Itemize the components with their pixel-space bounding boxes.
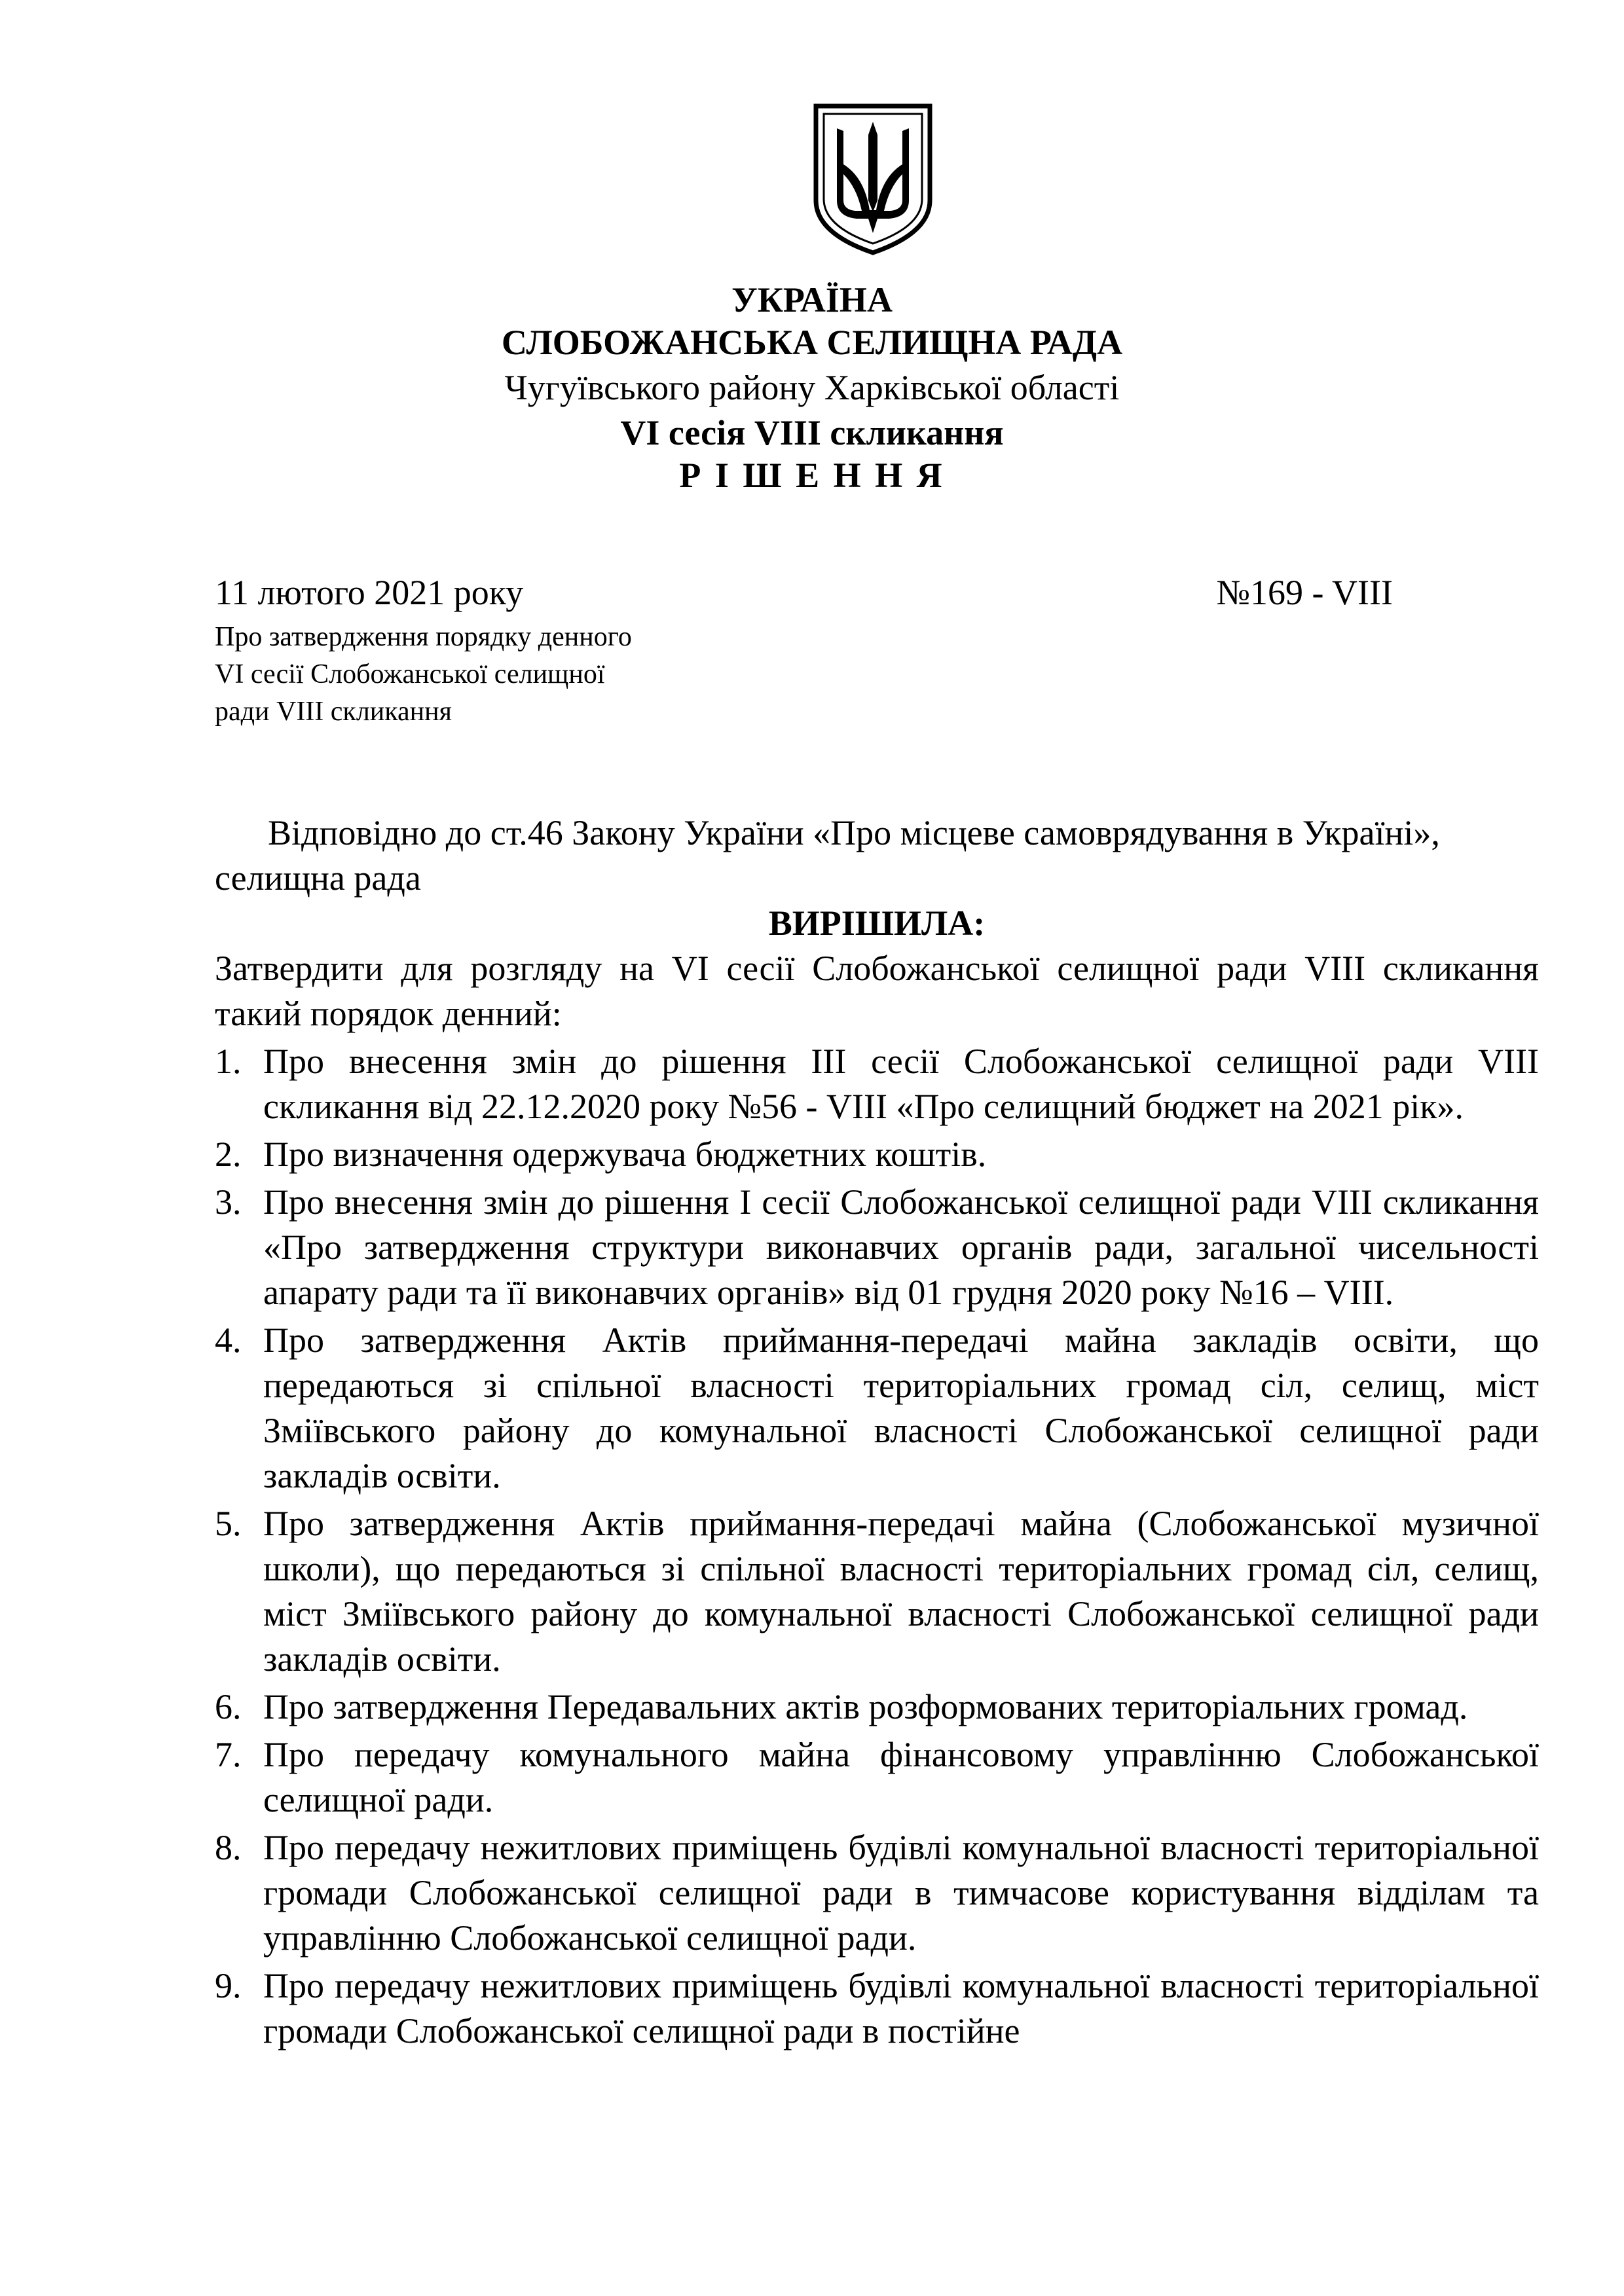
item-text: Про передачу комунального майна фінансовому управлінню Слобожанської селищної ради. bbox=[263, 1735, 1539, 1819]
agenda-item bbox=[215, 1180, 1539, 1315]
preamble: Відповідно до ст.46 Закону України «Про місцеве самоврядування в Україні», селищна рада bbox=[215, 813, 1440, 898]
item-number: 9. bbox=[215, 1966, 242, 2005]
decision-date: 11 лютого 2021 року bbox=[215, 573, 524, 612]
item-text: Про передачу нежитлових приміщень будівлі комунальної власності територіальної громади Слобожанської селищної ради в постійне bbox=[263, 1966, 1539, 2050]
item-text: Про внесення змін до рішення I сесії Слобожанської селищної ради VIII скликання «Про затвердження структури виконавчих органів ради, загальної чисельності апарату ради та її виконавчих органів» від 01 грудня 2020 року №16 – VIII. bbox=[263, 1182, 1539, 1312]
item-text: Про внесення змін до рішення III сесії Слобожанської селищної ради VIII скликання від 22.12.2020 року №56 - VIII «Про селищний бюджет на 2021 рік». bbox=[263, 1042, 1539, 1126]
subject-line: VI сесії Слобожанської селищної bbox=[215, 659, 605, 689]
agenda-item bbox=[215, 1039, 1539, 1129]
agenda-item bbox=[215, 1825, 1539, 1961]
intro-paragraph: Затвердити для розгляду на VI сесії Слобожанської селищної ради VIII скликання такий порядок денний: bbox=[215, 949, 1539, 1033]
agenda-item bbox=[215, 1732, 1539, 1823]
item-number: 8. bbox=[215, 1828, 242, 1867]
decision-subject bbox=[215, 619, 748, 731]
item-number: 3. bbox=[215, 1182, 242, 1222]
region-line: Чугуївського району Харківської області bbox=[504, 368, 1120, 407]
agenda-item bbox=[215, 1318, 1539, 1499]
item-number: 7. bbox=[215, 1735, 242, 1774]
decision-number: №169 - VIII bbox=[1216, 573, 1393, 612]
decision-body bbox=[215, 811, 1539, 2054]
subject-line: Про затвердження порядку денного bbox=[215, 622, 632, 652]
document-type: Р І Ш Е Н Н Я bbox=[679, 456, 945, 495]
coat-of-arms-emblem bbox=[811, 102, 935, 257]
trident-icon bbox=[811, 102, 935, 257]
decided-heading: ВИРІШИЛА: bbox=[768, 903, 986, 943]
item-text: Про затвердження Актів приймання-передачі майна (Слобожанської музичної школи), що передаються зі спільної власності територіальних громад сіл, селищ, міст Зміївського району до комунальної власності Слобожанської селищної ради закладів освіти. bbox=[263, 1504, 1539, 1679]
item-number: 6. bbox=[215, 1687, 242, 1726]
item-number: 5. bbox=[215, 1504, 242, 1543]
council-heading: СЛОБОЖАНСЬКА СЕЛИЩНА РАДА bbox=[501, 323, 1123, 362]
agenda-item bbox=[215, 1963, 1539, 2054]
item-text: Про затвердження Передавальних актів розформованих територіальних громад. bbox=[263, 1687, 1468, 1726]
agenda-item bbox=[215, 1132, 1539, 1177]
item-text: Про визначення одержувача бюджетних коштів. bbox=[263, 1135, 987, 1174]
country-heading: УКРАЇНА bbox=[731, 280, 893, 319]
item-number: 2. bbox=[215, 1135, 242, 1174]
subject-line: ради VIII скликання bbox=[215, 697, 452, 727]
agenda-item bbox=[215, 1685, 1539, 1730]
agenda-item bbox=[215, 1501, 1539, 1682]
item-number: 1. bbox=[215, 1042, 242, 1081]
item-text: Про передачу нежитлових приміщень будівлі комунальної власності територіальної громади Слобожанської селищної ради в тимчасове користування відділам та управлінню Слобожанської селищної ради. bbox=[263, 1828, 1539, 1958]
session-line: VI сесія VIII скликання bbox=[620, 413, 1004, 452]
item-text: Про затвердження Актів приймання-передачі майна закладів освіти, що передаються зі спільної власності територіальних громад сіл, селищ, міст Зміївського району до комунальної власності Слобожанської селищної ради закладів освіти. bbox=[263, 1321, 1539, 1495]
item-number: 4. bbox=[215, 1321, 242, 1360]
